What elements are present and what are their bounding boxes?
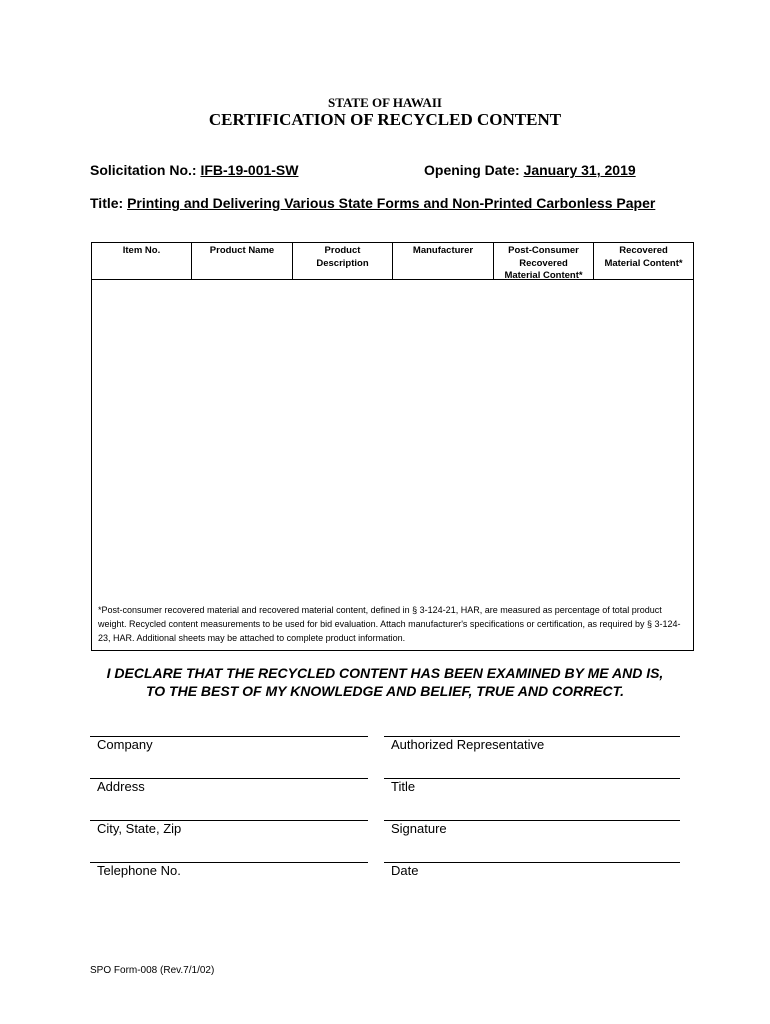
state-heading: STATE OF HAWAII [328, 95, 442, 110]
authorized-representative-label: Authorized Representative [391, 737, 545, 752]
city-state-zip-label: City, State, Zip [97, 821, 182, 836]
form-title: CERTIFICATION OF RECYCLED CONTENT [208, 110, 562, 129]
declaration-line-2: TO THE BEST OF MY KNOWLEDGE AND BELIEF, TRUE AND CORRECT. [145, 683, 625, 699]
solicitation-label: Solicitation No.: [90, 162, 201, 178]
company-label: Company [97, 737, 153, 752]
title-line [90, 195, 655, 211]
solicitation-number [90, 162, 298, 178]
column-header-manufacturer: Manufacturer [393, 243, 494, 279]
title-field-label: Title [391, 779, 416, 794]
signature-label: Signature [391, 821, 447, 836]
product-table [91, 242, 694, 651]
declaration [0, 664, 770, 700]
date-line[interactable] [384, 862, 680, 863]
form-number: SPO Form-008 (Rev.7/1/02) [90, 965, 215, 976]
title-label: Title: [90, 195, 128, 211]
table-header [92, 243, 693, 280]
column-header-product-name: Product Name [192, 243, 293, 279]
title-value: Printing and Delivering Various State Forms and Non-Printed Carbonless Paper [127, 195, 656, 211]
opening-date [424, 162, 636, 178]
column-header-item-no: Item No. [92, 243, 192, 279]
column-header-recovered-content: Recovered Material Content* [604, 245, 683, 269]
table-footnote: *Post-consumer recovered material and recovered material content, defined in § 3-124-21, HAR, are measured as percentage of total product weight. Recycled content measurements to be used for bid evaluation. Attach manufacturer's specifications or certification, as required by § 3-124-23, HAR. Additional sheets may be attached to complete product information. [98, 605, 681, 643]
solicitation-value: IFB-19-001-SW [200, 162, 299, 178]
title-field-line[interactable] [384, 778, 680, 779]
declaration-line-1: I DECLARE THAT THE RECYCLED CONTENT HAS BEEN EXAMINED BY ME AND IS, [106, 665, 664, 681]
column-header-post-consumer-content: Post-Consumer Recovered Material Content* [494, 243, 594, 279]
opening-date-value: January 31, 2019 [523, 162, 636, 178]
opening-date-label: Opening Date: [424, 162, 524, 178]
telephone-label: Telephone No. [97, 863, 181, 878]
column-header-product-description: Product Description [293, 243, 393, 279]
date-label: Date [391, 863, 419, 878]
address-label: Address [97, 779, 145, 794]
